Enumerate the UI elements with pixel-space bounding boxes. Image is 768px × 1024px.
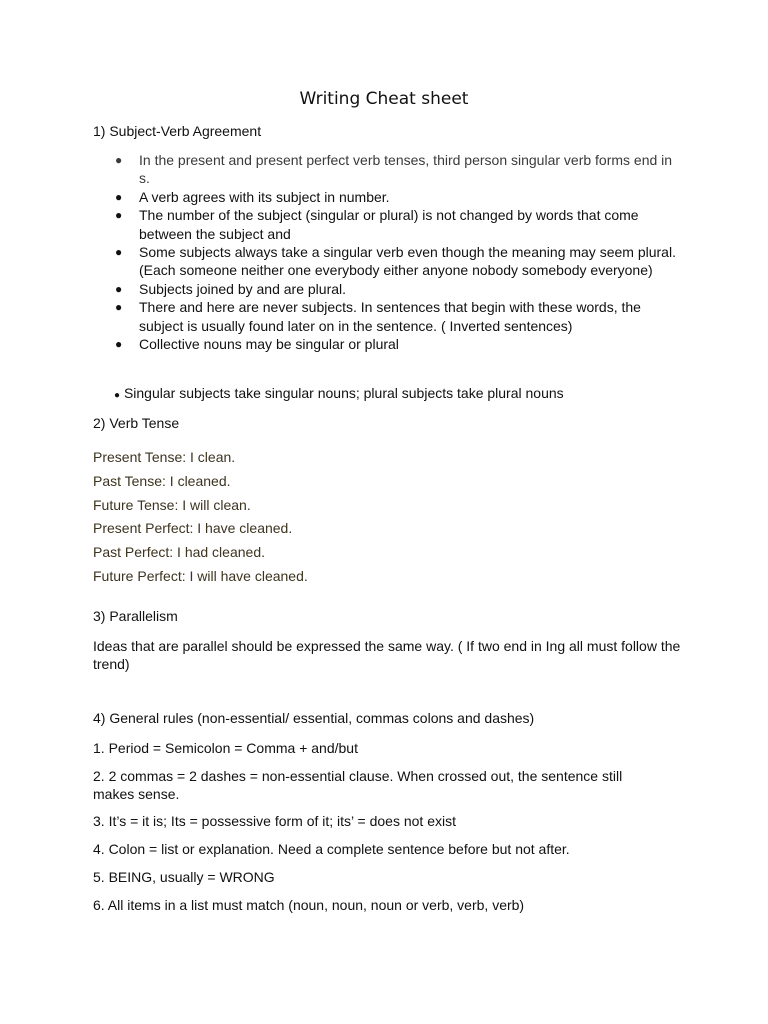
bullet-text: Collective nouns may be singular or plural (139, 336, 399, 353)
rule-line: 1. Period = Semicolon = Comma + and/but (93, 740, 358, 756)
section-heading-subject-verb: 1) Subject-Verb Agreement (93, 123, 262, 139)
rule-line: 6. All items in a list must match (noun, noun, noun or verb, verb, verb) (93, 897, 525, 913)
bullet-item (93, 151, 683, 188)
bullet-icon: ● (115, 281, 123, 296)
tense-line: Past Tense: I cleaned. (93, 473, 231, 489)
tense-line: Present Tense: I clean. (93, 449, 236, 465)
bullet-icon: ● (115, 208, 123, 223)
bullet-icon: ● (115, 337, 123, 352)
bullet-text: The number of the subject (singular or plural) is not changed by words that come between the subject and (139, 207, 639, 242)
rule-line: 3. It’s = it is; Its = possessive form of it; its’ = does not exist (93, 813, 456, 829)
bullet-text: There and here are never subjects. In sentences that begin with these words, the subject is usually found later on in the sentence. ( Inverted sentences) (139, 299, 641, 334)
bullet-text: Some subjects always take a singular verb even though the meaning may seem plural. (Each someone neither one everybody either anyone nobody somebody everyone) (139, 244, 676, 279)
bullet-text: Singular subjects take singular nouns; plural subjects take plural nouns (123, 385, 564, 401)
subject-verb-bullet-list (93, 151, 683, 353)
bullet-text: A verb agrees with its subject in number. (139, 188, 390, 205)
tense-line: Future Perfect: I will have cleaned. (93, 568, 308, 584)
bullet-icon: ● (115, 189, 123, 204)
bullet-text: Subjects joined by and are plural. (139, 280, 347, 297)
bullet-icon: ● (115, 153, 123, 167)
bullet-icon: ● (115, 300, 123, 315)
rule-line: 5. BEING, usually = WRONG (93, 869, 275, 885)
rule-line: 2. 2 commas = 2 dashes = non-essential clause. When crossed out, the sentence still makes sense. (93, 768, 623, 802)
bullet-item (93, 280, 683, 298)
parallelism-text: Ideas that are parallel should be expressed the same way. ( If two end in Ing all must follow the trend) (93, 638, 681, 672)
bullet-item (93, 335, 683, 353)
page-title: Writing Cheat sheet (299, 89, 469, 109)
bullet-text: In the present and present perfect verb tenses, third person singular verb forms end in s. (139, 152, 673, 187)
bullet-item (93, 243, 683, 280)
bullet-icon: ● (115, 245, 123, 260)
tense-line: Past Perfect: I had cleaned. (93, 544, 265, 560)
bullet-item (93, 188, 683, 206)
section-heading-general-rules: 4) General rules (non-essential/ essential, commas colons and dashes) (93, 710, 535, 726)
rule-line: 4. Colon = list or explanation. Need a complete sentence before but not after. (93, 841, 570, 857)
tense-line: Present Perfect: I have cleaned. (93, 520, 293, 536)
tense-line: Future Tense: I will clean. (93, 497, 251, 513)
bullet-item (93, 298, 683, 335)
bullet-item (93, 206, 683, 243)
section-heading-verb-tense: 2) Verb Tense (93, 415, 180, 431)
bullet-icon: ● (114, 390, 121, 401)
section-heading-parallelism: 3) Parallelism (93, 608, 178, 624)
extra-bullet-item (114, 385, 564, 401)
